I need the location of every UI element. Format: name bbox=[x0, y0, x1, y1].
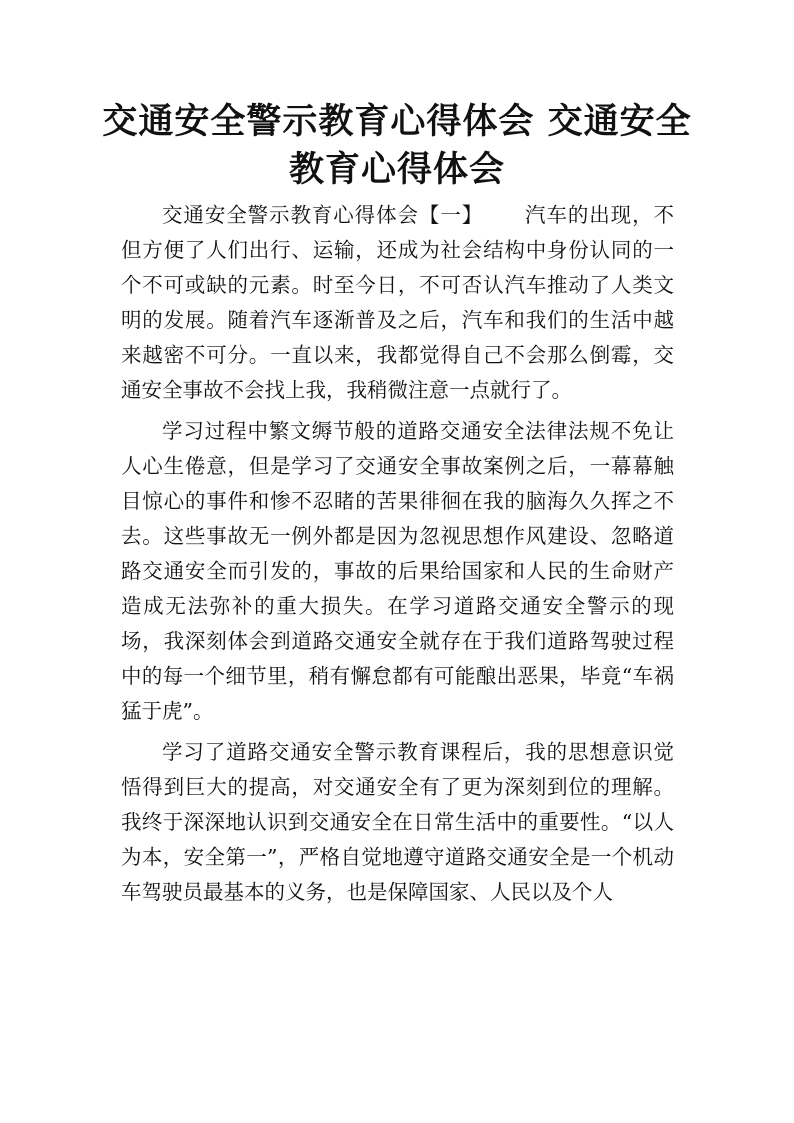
paragraph-1 bbox=[121, 198, 674, 408]
paragraph-1-text: 汽车的出现，不但方便了人们出行、运输，还成为社会结构中身份认同的一个不可或缺的元素。时至今日，不可否认汽车推动了人类文明的发展。随着汽车逐渐普及之后，汽车和我们的生活中越来越密不可分。一直以来，我都觉得自己不会那么倒霉，交通安全事故不会找上我，我稍微注意一点就行了。 bbox=[121, 203, 675, 402]
paragraph-3: 学习了道路交通安全警示教育课程后，我的思想意识觉悟得到巨大的提高，对交通安全有了更为深刻到位的理解。我终于深深地认识到交通安全在日常生活中的重要性。“以人为本，安全第一”，严格自觉地遵守道路交通安全是一个机动车驾驶员最基本的义务，也是保障国家、人民以及个人 bbox=[121, 740, 674, 904]
paragraph-1-lead: 交通安全警示教育心得体会【一】 bbox=[162, 203, 484, 227]
document-title: 交通安全警示教育心得体会 交通安全教育心得体会 bbox=[102, 101, 692, 190]
document-body bbox=[121, 198, 674, 916]
paragraph-2: 学习过程中繁文缛节般的道路交通安全法律法规不免让人心生倦意，但是学习了交通安全事故案例之后，一幕幕触目惊心的事件和惨不忍睹的苦果徘徊在我的脑海久久挥之不去。这些事故无一例外都是因为忽视思想作风建设、忽略道路交通安全而引发的，事故的后果给国家和人民的生命财产造成无法弥补的重大损失。在学习道路交通安全警示的现场，我深刻体会到道路交通安全就存在于我们道路驾驶过程中的每一个细节里，稍有懈怠都有可能酿出恶果，毕竟“车祸猛于虎”。 bbox=[121, 419, 674, 723]
